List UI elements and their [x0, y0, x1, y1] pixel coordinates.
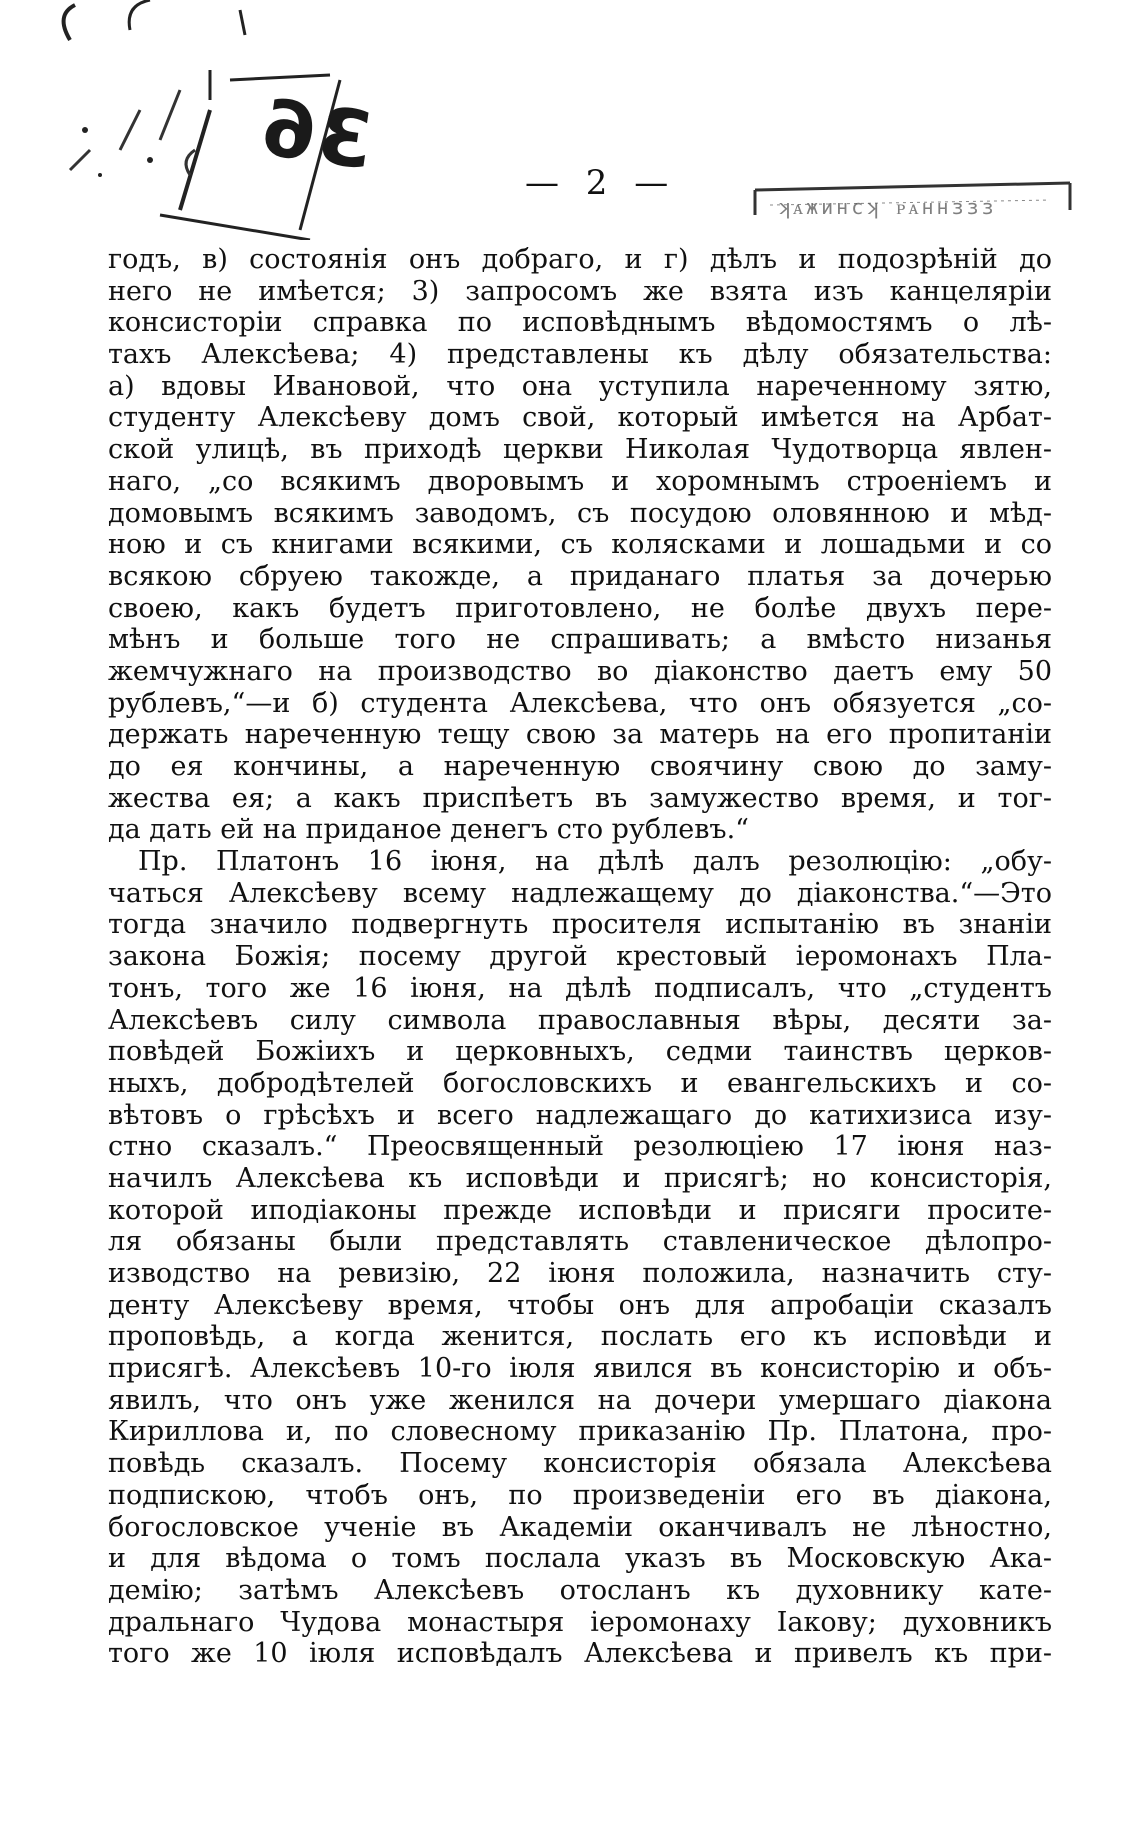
text-line: демію; затѣмъ Алексѣевъ отосланъ къ духовнику кате- — [108, 1574, 1052, 1606]
text-line: до ея кончины, а нареченную своячину свою до заму- — [108, 751, 1052, 782]
text-line: да дать ей на приданое денегъ сто рублевъ.“ — [108, 814, 749, 846]
text-line: дральнаго Чудова монастыря іеромонаху Іакову; духовникъ — [108, 1606, 1052, 1638]
text-line: Кириллова и, по словесному приказанію Пр. Платона, про- — [108, 1416, 1052, 1448]
text-line: ною и съ книгами всякими, съ колясками и лошадьми и со — [108, 529, 1052, 561]
library-stamp-right — [750, 175, 1080, 235]
text-line: тахъ Алексѣева; 4) представлены къ дѣлу обязательства: — [108, 339, 1052, 371]
text-line: подпискою, чтобъ онъ, по произведеніи его въ діакона, — [108, 1479, 1052, 1511]
text-line: повѣдь сказалъ. Посему консисторія обязала Алексѣева — [108, 1448, 1052, 1480]
text-line: жемчужнаго на производство во діаконство даетъ ему 50 — [108, 655, 1052, 687]
text-line: явилъ, что онъ уже женился на дочери умершаго діакона — [108, 1384, 1052, 1416]
text-line: стно сказалъ.“ Преосвященный резолюціею 17 іюня наз- — [108, 1131, 1052, 1163]
text-line: ской улицѣ, въ приходѣ церкви Николая Чудотворца явлен- — [108, 434, 1052, 466]
text-line: богословское ученіе въ Академіи оканчивалъ не лѣностно, — [108, 1511, 1052, 1543]
stamp-number: 36 — [254, 82, 379, 188]
text-line: тонъ, того же 16 іюня, на дѣлѣ подписалъ, что „студентъ — [108, 972, 1052, 1004]
text-line: вѣтовъ о грѣсѣхъ и всего надлежащаго до катихизиса изу- — [108, 1099, 1052, 1131]
text-line: которой иподіаконы прежде исповѣди и присяги просите- — [108, 1194, 1052, 1226]
text-line: закона Божія; посему другой крестовый іеромонахъ Пла- — [108, 941, 1052, 973]
text-line: чаться Алексѣеву всему надлежащему до діаконства.“—Это — [108, 877, 1052, 909]
text-line: присягѣ. Алексѣевъ 10-го іюля явился въ консисторію и объ- — [108, 1353, 1052, 1385]
text-line: жества ея; а какъ приспѣетъ въ замужество время, и тог- — [108, 782, 1052, 814]
text-line: своею, какъ будетъ приготовлено, не болѣе двухъ пере- — [108, 592, 1052, 624]
text-line: и для вѣдома о томъ послала указъ въ Московскую Ака- — [108, 1543, 1052, 1575]
library-stamp-left — [30, 0, 430, 240]
text-line: повѣдей Божіихъ и церковныхъ, седми таинствъ церков- — [108, 1036, 1052, 1068]
text-line: тогда значило подвергнуть просителя испытанію въ знаніи — [108, 909, 1052, 941]
text-line: того же 10 іюля исповѣдалъ Алексѣева и привелъ къ при- — [108, 1638, 1052, 1670]
text-line: ныхъ, добродѣтелей богословскихъ и евангельскихъ и со- — [108, 1067, 1052, 1099]
text-line: а) вдовы Ивановой, что она уступила нареченному зятю, — [108, 370, 1052, 402]
stamp-text: ʞᴀжинсʞ ᴘᴀннɜɜɜ — [778, 195, 997, 219]
text-line: рублевъ,“—и б) студента Алексѣева, что онъ обязуется „со- — [108, 687, 1052, 719]
text-line: консисторіи справка по исповѣднымъ вѣдомостямъ о лѣ- — [108, 307, 1052, 339]
text-line: изводство на ревизію, 22 іюня положила, назначить сту- — [108, 1258, 1052, 1289]
text-line: него не имѣется; 3) запросомъ же взята изъ канцеляріи — [108, 275, 1052, 307]
page-number: — 2 — — [525, 163, 677, 203]
text-line: студенту Алексѣеву домъ свой, который имѣется на Арбат- — [108, 402, 1052, 434]
text-line: всякою сбруею такожде, а приданаго платья за дочерью — [108, 560, 1052, 592]
text-line: ля обязаны были представлять ставленическое дѣлопро- — [108, 1226, 1052, 1258]
text-line: наго, „со всякимъ дворовымъ и хоромнымъ строеніемъ и — [108, 465, 1052, 497]
text-line: Алексѣевъ силу символа православныя вѣры, десяти за- — [108, 1004, 1052, 1036]
body-text — [108, 244, 1052, 1670]
text-line: годъ, в) состоянія онъ добраго, и г) дѣлъ и подозрѣній до — [108, 244, 1052, 275]
text-line: начилъ Алексѣева къ исповѣди и присягѣ; но консисторія, — [108, 1162, 1052, 1194]
text-line: проповѣдь, а когда женится, послать его къ исповѣди и — [108, 1321, 1052, 1353]
text-line: денту Алексѣеву время, чтобы онъ для апробаціи сказалъ — [108, 1289, 1052, 1321]
text-line: домовымъ всякимъ заводомъ, съ посудою оловянною и мѣд- — [108, 497, 1052, 529]
text-line: Пр. Платонъ 16 іюня, на дѣлѣ далъ резолюцію: „обу- — [138, 846, 1052, 878]
text-line: мѣнъ и больше того не спрашивать; а вмѣсто низанья — [108, 624, 1052, 656]
text-line: держать нареченную тещу свою за матерь на его пропитаніи — [108, 719, 1052, 751]
